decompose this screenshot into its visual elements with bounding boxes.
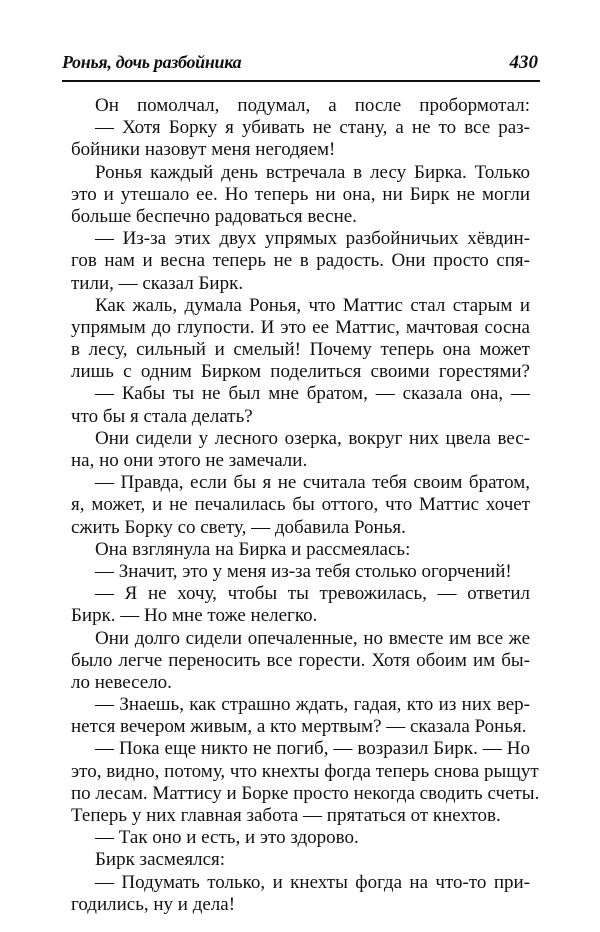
text-line: — Значит, это у меня из-за тебя столько огорчений! (95, 560, 512, 582)
page-number: 430 (509, 52, 538, 73)
text-line: я, может, и не печалилась бы оттого, что Маттис хочет (71, 494, 530, 516)
text-line: — Знаешь, как страшно ждать, гадая, кто из них вер- (95, 694, 530, 716)
text-line: Как жаль, думала Ронья, что Маттис стал старым и (95, 294, 530, 316)
text-line: Они долго сидели опечаленные, но вместе им все же (95, 627, 530, 649)
text-line: на, но они этого не замечали. (71, 450, 308, 471)
text-line: — Так оно и есть, и это здорово. (95, 827, 359, 849)
text-line: — Кабы ты не был мне братом, — сказала она, — (95, 383, 530, 405)
text-line: — Хотя Борку я убивать не стану, а не то все раз- (95, 117, 530, 139)
text-line: в лесу, сильный и смелый! Почему теперь она может (71, 339, 530, 361)
text-line: ло невесело. (71, 671, 172, 693)
text-line: упрямым до глупости. И это ее Маттис, мачтовая сосна (71, 316, 530, 338)
text-line: это и утешало ее. Но теперь ни она, ни Бирк не могли (71, 183, 530, 205)
body-text (71, 95, 540, 916)
text-line: это, видно, потому, что кнехты фогда теперь снова рыщут (71, 760, 539, 782)
text-line: — Из-за этих двух упрямых разбойничьих хёвдин- (95, 228, 530, 250)
running-head (62, 52, 540, 80)
text-line: Они сидели у лесного озерка, вокруг них цвела вес- (95, 427, 530, 449)
text-line: Бирк. — Но мне тоже нелегко. (71, 605, 318, 627)
text-line: Ронья каждый день встречала в лесу Бирка. Только (95, 161, 530, 183)
text-line: Она взглянула на Бирка и рассмеялась: (95, 538, 411, 560)
text-line: Теперь у них главная забота — прятаться от кнехтов. (71, 805, 501, 826)
text-line: тили, — сказал Бирк. (71, 272, 244, 294)
text-line: нется вечером живым, а кто мертвым? — сказала Ронья. (71, 716, 527, 738)
text-line: годились, ну и дела! (71, 893, 236, 915)
text-line: гов нам и весна теперь не в радость. Они просто спя- (71, 250, 530, 272)
text-line: Он помолчал, подумал, а после пробормотал: (95, 95, 530, 116)
text-line: сжить Борку со свету, — добавила Ронья. (71, 516, 406, 538)
text-line: было легче переносить все горести. Хотя обоим им бы- (71, 649, 530, 671)
text-line: — Я не хочу, чтобы ты тревожилась, — ответил (95, 583, 530, 605)
text-line: — Правда, если бы я не считала тебя своим братом, (95, 472, 530, 494)
text-line: больше беспечно радоваться весне. (71, 205, 357, 227)
text-line: бойники назовут меня негодяем! (71, 139, 336, 161)
text-line: — Пока еще никто не погиб, — возразил Бирк. — Но (95, 738, 530, 760)
header-rule (62, 80, 540, 82)
text-line: что бы я стала делать? (71, 405, 253, 427)
text-line: по лесам. Маттису и Борке просто некогда сводить счеты. (71, 782, 540, 804)
text-line: лишь с одним Бирком поделиться своими горестями? (71, 361, 530, 383)
text-line: — Подумать только, и кнехты фогда на что-то при- (95, 871, 530, 893)
text-line: Бирк засмеялся: (95, 849, 226, 871)
running-title: Ронья, дочь разбойника (62, 52, 242, 72)
